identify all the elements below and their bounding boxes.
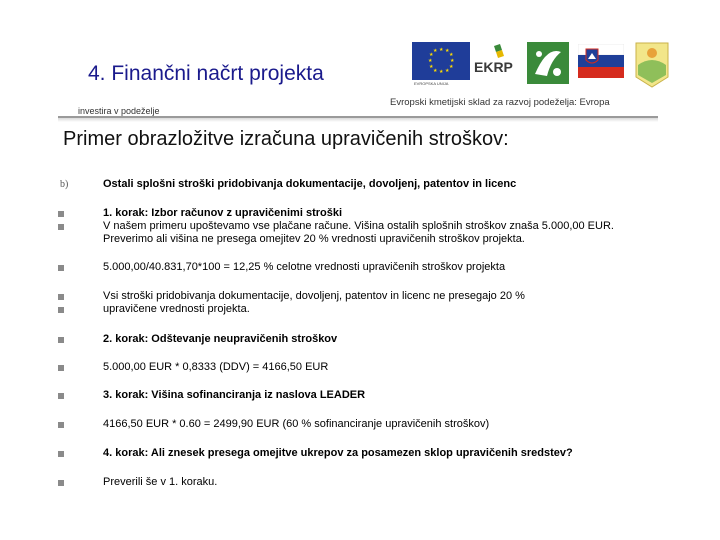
- svg-text:★: ★: [449, 52, 454, 58]
- item-text: Preverimo ali višina ne presega omejitev 20 % vrednosti upravičenih stroškov projekta.: [103, 233, 525, 245]
- eu-caption: EVROPSKA UNIJA: [414, 81, 449, 86]
- bullet-square-icon: [58, 224, 64, 230]
- ekrp-text: EKRP: [474, 59, 513, 75]
- ekrp-logo: [472, 40, 522, 84]
- bullet-square-icon: [58, 451, 64, 457]
- svg-text:★: ★: [439, 69, 444, 75]
- bullet-square-icon: [58, 211, 64, 217]
- bullet-square-icon: [58, 265, 64, 271]
- bullet-square-icon: [58, 393, 64, 399]
- svg-text:★: ★: [449, 64, 454, 70]
- svg-text:★: ★: [429, 64, 434, 70]
- item-text: 2. korak: Odštevanje neupravičenih stroškov: [103, 333, 338, 345]
- svg-text:★: ★: [429, 52, 434, 58]
- svg-text:★: ★: [428, 58, 433, 64]
- item-text: 4166,50 EUR * 0.60 = 2499,90 EUR (60 % sofinanciranje upravičenih stroškov): [103, 418, 490, 430]
- leader-logo: [527, 42, 569, 84]
- bullet-square-icon: [58, 307, 64, 313]
- header-divider-shade: [58, 118, 658, 122]
- svg-text:★: ★: [445, 48, 450, 54]
- bullet-square-icon: [58, 480, 64, 486]
- item-text: Ostali splošni stroški pridobivanja dokumentacije, dovoljenj, patentov in licenc: [103, 178, 517, 190]
- item-text: Preverili še v 1. koraku.: [103, 476, 218, 488]
- bullet-square-icon: [58, 337, 64, 343]
- tagline-right: Evropski kmetijski sklad za razvoj podeželja: Evropa: [390, 97, 610, 108]
- svg-text:★: ★: [433, 68, 438, 74]
- slide-title: 4. Finančni načrt projekta: [88, 62, 324, 85]
- svg-text:★: ★: [433, 48, 438, 54]
- bullet-square-icon: [58, 422, 64, 428]
- item-text: 5.000,00 EUR * 0,8333 (DDV) = 4166,50 EUR: [103, 361, 329, 373]
- svg-text:★: ★: [450, 58, 455, 64]
- svg-text:★: ★: [445, 68, 450, 74]
- bullet-square-icon: [58, 365, 64, 371]
- svg-text:★: ★: [439, 47, 444, 53]
- eu-flag-logo: [412, 42, 470, 80]
- item-text: V našem primeru upoštevamo vse plačane račune. Višina ostalih splošnih stroškov znaša 5.000,00 EUR.: [103, 220, 614, 232]
- item-text: 5.000,00/40.831,70*100 = 12,25 % celotne vrednosti upravičenih stroškov projekta: [103, 261, 506, 273]
- rural-development-logo: [632, 37, 672, 91]
- item-text: Vsi stroški pridobivanja dokumentacije, dovoljenj, patentov in licenc ne presegajo 20 %: [103, 290, 525, 302]
- item-text: 3. korak: Višina sofinanciranja iz naslova LEADER: [103, 389, 366, 401]
- slovenia-flag-logo: [578, 44, 624, 78]
- tagline-left: investira v podeželje: [78, 106, 160, 116]
- item-text: 1. korak: Izbor računov z upravičenimi stroški: [103, 207, 343, 219]
- slide-subtitle: Primer obrazložitve izračuna upravičenih stroškov:: [63, 128, 509, 150]
- item-text: upravičene vrednosti projekta.: [103, 303, 250, 315]
- bullet-square-icon: [58, 294, 64, 300]
- item-text: 4. korak: Ali znesek presega omejitve ukrepov za posamezen sklop upravičenih sredstev?: [103, 447, 573, 459]
- item-marker: b): [60, 179, 69, 190]
